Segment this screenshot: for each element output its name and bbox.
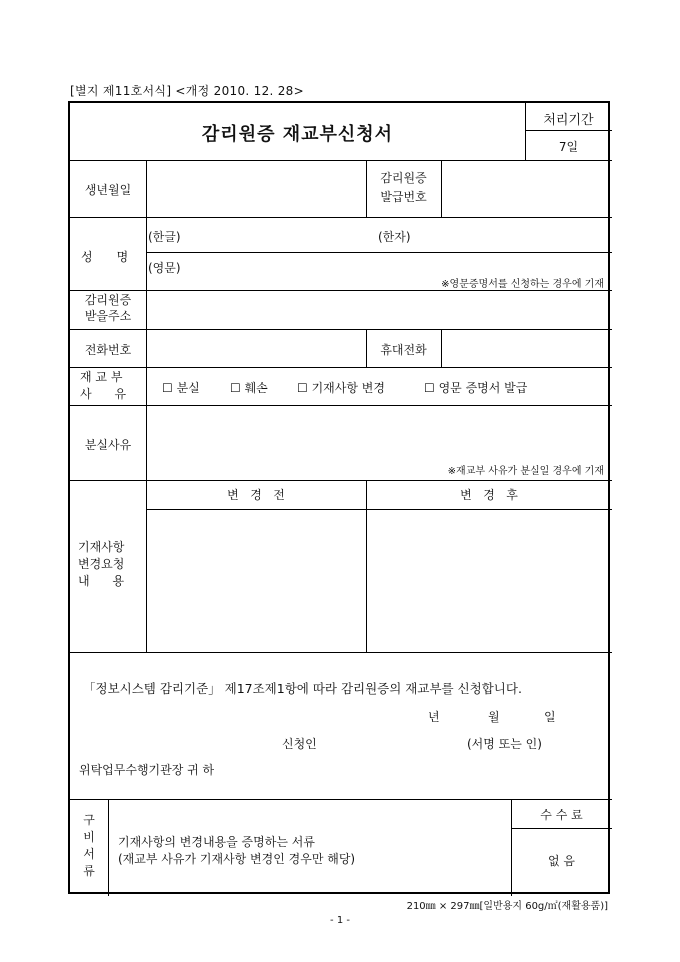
mobile-label: 휴대전화	[380, 343, 427, 357]
reason-option-change[interactable]: ☐ 기재사항 변경	[297, 381, 385, 395]
required-documents-text: 기재사항의 변경내용을 증명하는 서류 (재교부 사유가 기재사항 변경인 경우만 해당)	[118, 835, 356, 866]
month-label: 월	[488, 710, 500, 724]
form-title: 감리원증 재교부신청서	[201, 124, 394, 145]
signature-label: (서명 또는 인)	[467, 737, 542, 751]
processing-period-value: 7일	[558, 140, 579, 154]
checkbox-icon[interactable]: ☐	[162, 381, 173, 395]
applicant-label: 신청인	[282, 737, 317, 751]
fee-value: 없 음	[548, 854, 575, 868]
loss-note: ※재교부 사유가 분실일 경우에 기재	[447, 466, 604, 477]
checkbox-icon[interactable]: ☐	[230, 381, 241, 395]
recipient-label: 위탁업무수행기관장 귀 하	[79, 763, 215, 777]
name-label: 성 명	[81, 250, 129, 264]
name-hanja-field[interactable]: (한자)	[378, 230, 411, 244]
change-request-label: 기재사항 변경요청 내 용	[78, 540, 125, 588]
form-number: [별지 제11호서식] <개정 2010. 12. 28>	[70, 84, 304, 98]
reason-option-damage[interactable]: ☐ 훼손	[230, 381, 268, 395]
required-documents-label: 구 비 서 류	[83, 813, 95, 878]
day-label: 일	[544, 710, 556, 724]
year-label: 년	[428, 710, 440, 724]
name-korean-field[interactable]: (한글)	[148, 230, 181, 244]
phone-label: 전화번호	[84, 343, 132, 357]
page-number: - 1 -	[330, 915, 350, 926]
reason-option-loss[interactable]: ☐ 분실	[162, 381, 200, 395]
fee-label: 수 수 료	[540, 808, 583, 822]
declaration-statement: 「정보시스템 감리기준」 제17조제1항에 따라 감리원증의 재교부를 신청합니다.	[83, 681, 522, 696]
address-label: 감리원증 받을주소	[84, 293, 132, 323]
processing-period-label: 처리기간	[543, 113, 594, 128]
checkbox-icon[interactable]: ☐	[297, 381, 308, 395]
english-note: ※영문증명서를 신청하는 경우에 기재	[441, 279, 604, 290]
birth-date-label: 생년월일	[84, 183, 132, 197]
before-change-header: 변 경 전	[227, 488, 285, 502]
after-change-header: 변 경 후	[460, 488, 518, 502]
reissue-reason-label: 재 교 부 사 유	[80, 370, 127, 401]
reason-option-english[interactable]: ☐ 영문 증명서 발급	[424, 381, 528, 395]
application-form	[68, 101, 610, 894]
paper-spec: 210㎜ × 297㎜[일반용지 60g/㎡(재활용품)]	[406, 901, 608, 912]
checkbox-icon[interactable]: ☐	[424, 381, 435, 395]
name-english-field[interactable]: (영문)	[148, 261, 181, 275]
cert-number-label: 감리원증 발급번호	[380, 171, 427, 204]
loss-reason-label: 분실사유	[84, 438, 132, 452]
